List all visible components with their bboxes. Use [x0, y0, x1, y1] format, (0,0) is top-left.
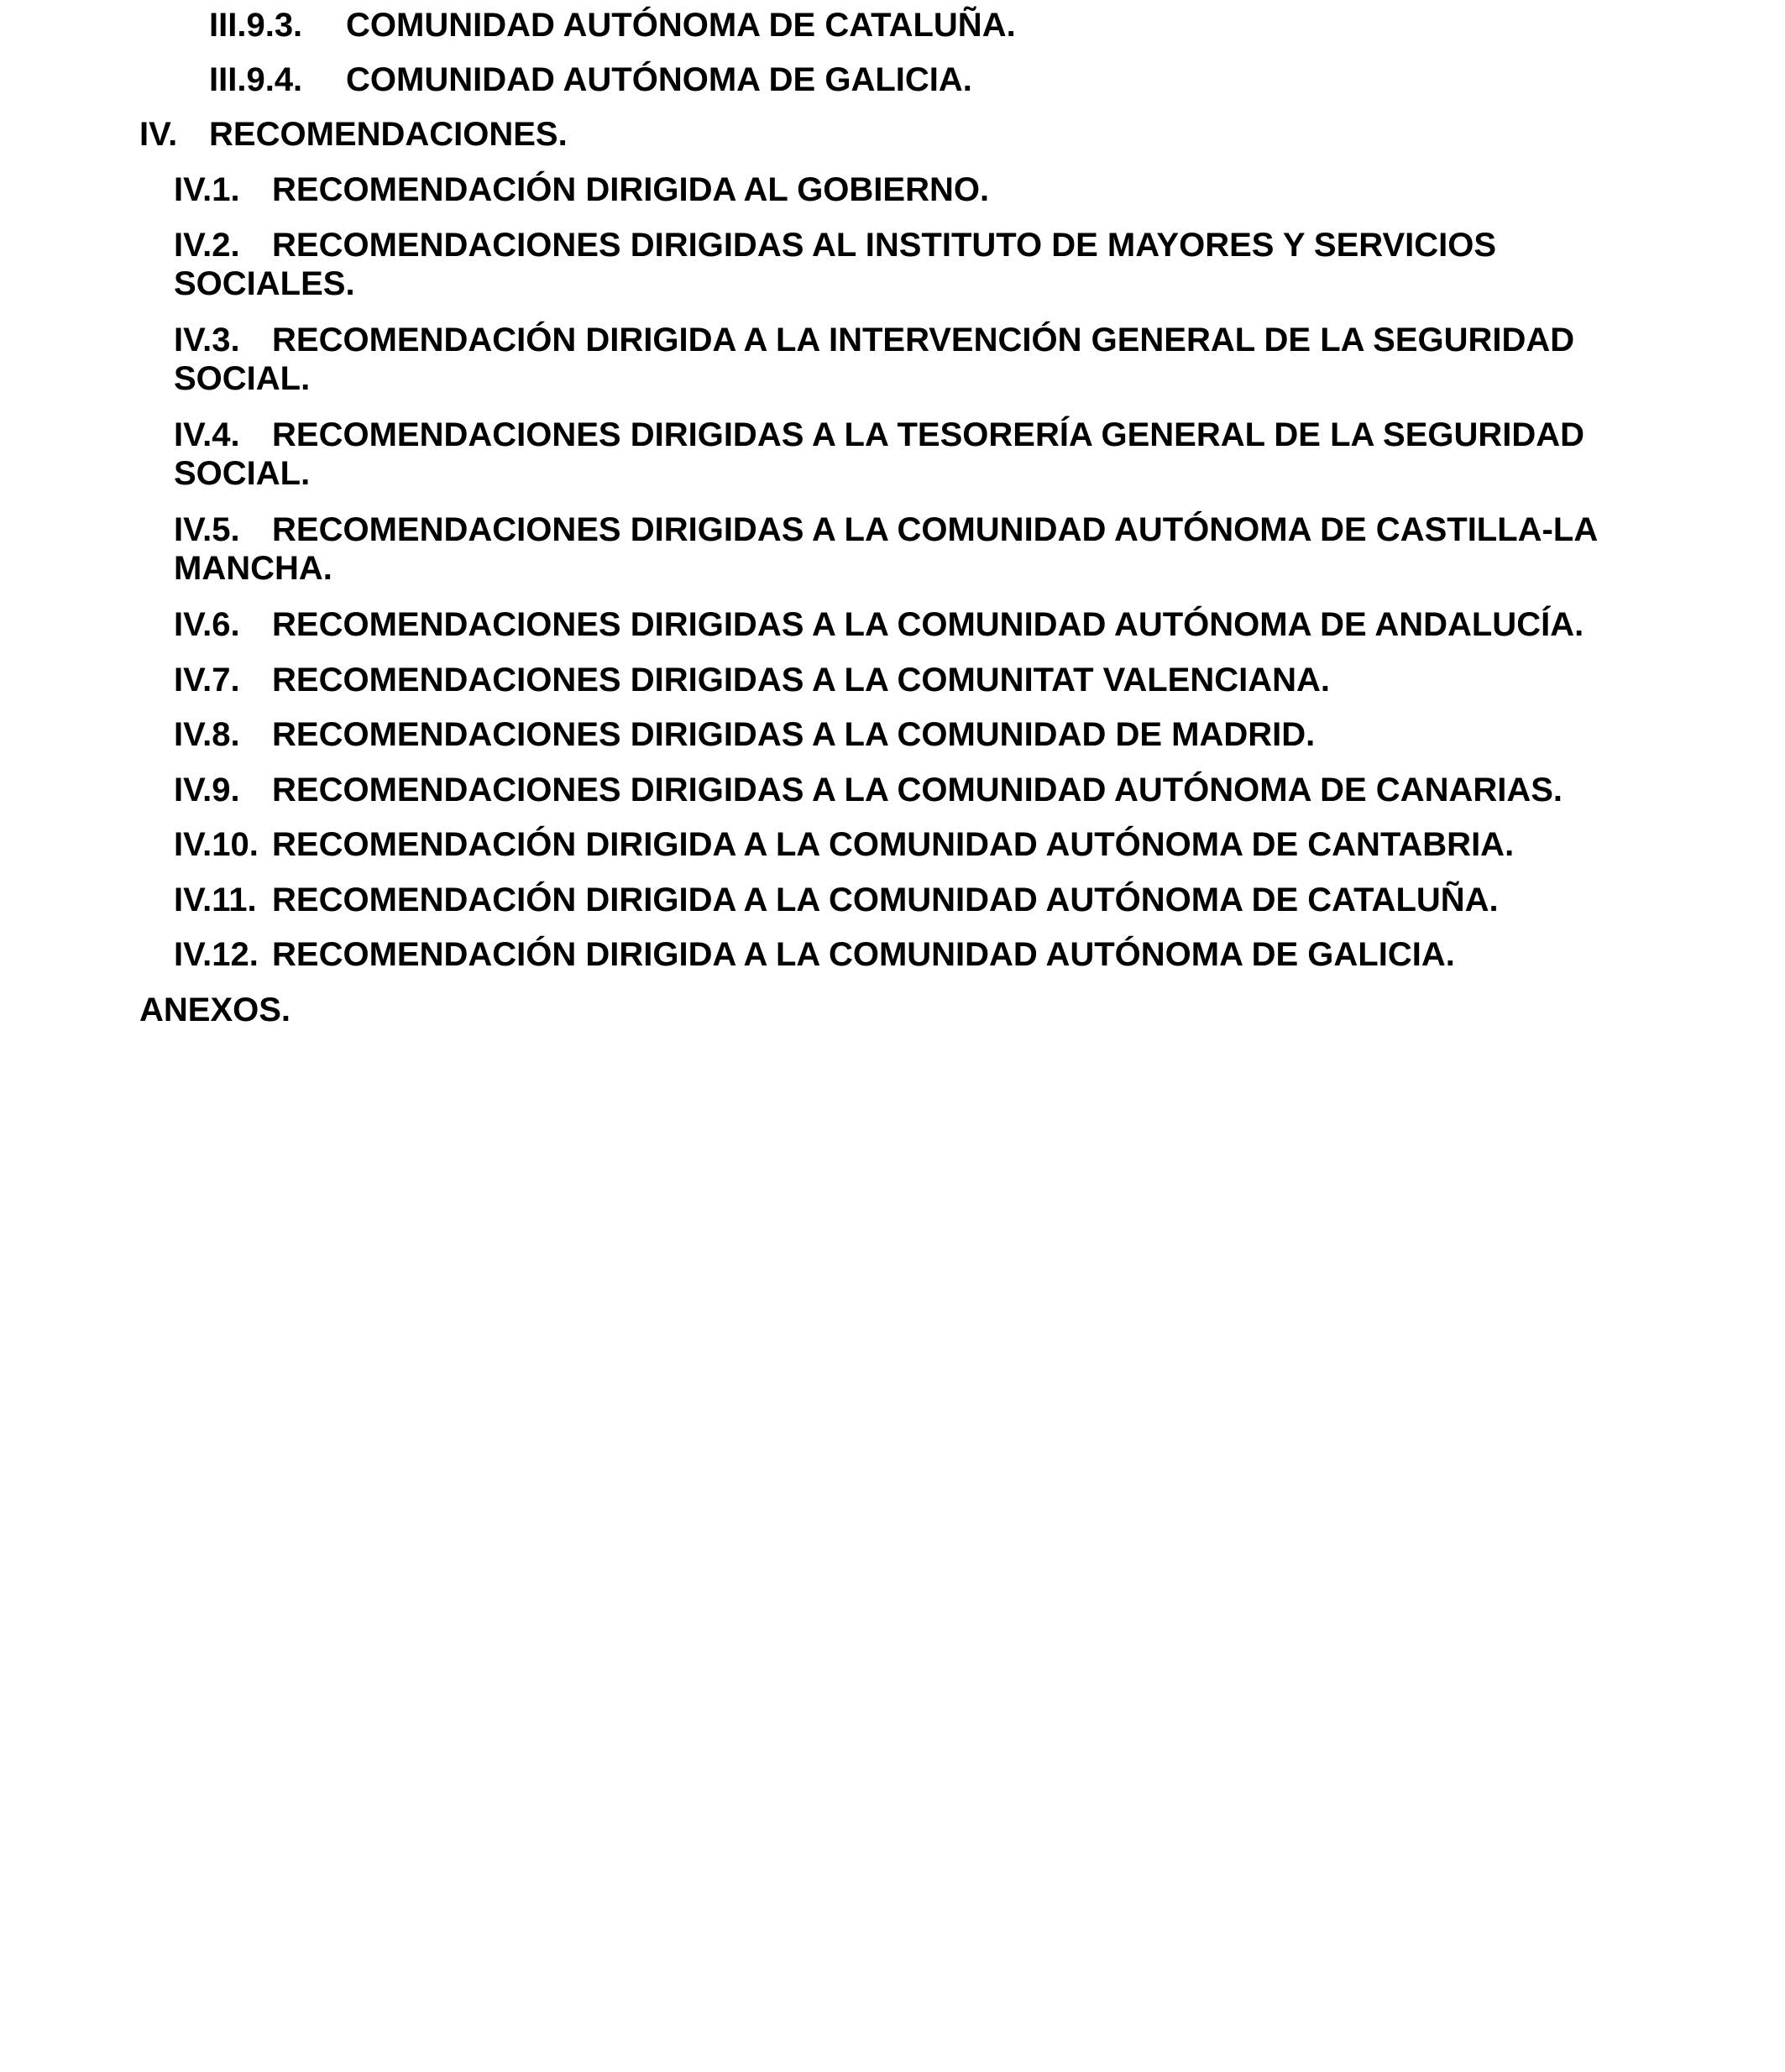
toc-entry-anexos[interactable]: [139, 990, 291, 1030]
toc-entry-number: IV.8.: [174, 716, 240, 753]
toc-entry-title-continuation: SOCIALES.: [174, 265, 355, 302]
toc-entry-number: IV.9.: [174, 772, 240, 808]
toc-entry-title: RECOMENDACIÓN DIRIGIDA A LA COMUNIDAD AUTÓNOMA DE CATALUÑA.: [272, 882, 1499, 918]
toc-entry-title: COMUNIDAD AUTÓNOMA DE GALICIA.: [346, 61, 972, 98]
toc-entry-title-continuation: SOCIAL.: [174, 360, 311, 397]
toc-entry-number: IV.11.: [174, 882, 257, 918]
toc-entry-number: III.9.4.: [209, 61, 303, 98]
toc-entry-title: RECOMENDACIÓN DIRIGIDA A LA COMUNIDAD AUTÓNOMA DE GALICIA.: [272, 936, 1455, 973]
toc-entry-title: RECOMENDACIONES DIRIGIDAS A LA TESORERÍA GENERAL DE LA SEGURIDAD: [272, 416, 1585, 453]
toc-entry-title: RECOMENDACIÓN DIRIGIDA A LA INTERVENCIÓN GENERAL DE LA SEGURIDAD: [272, 322, 1575, 358]
toc-entry-number: IV.6.: [174, 606, 240, 643]
toc-entry-title: RECOMENDACIONES DIRIGIDAS AL INSTITUTO DE MAYORES Y SERVICIOS: [272, 227, 1497, 264]
toc-entry-title-continuation: SOCIAL.: [174, 455, 311, 492]
toc-entry-title: RECOMENDACIÓN DIRIGIDA A LA COMUNIDAD AUTÓNOMA DE CANTABRIA.: [272, 826, 1515, 863]
toc-entry-number: IV.2.: [174, 227, 240, 264]
toc-entry-number: IV.5.: [174, 511, 240, 548]
toc-entry-title: RECOMENDACIONES DIRIGIDAS A LA COMUNITAT VALENCIANA.: [272, 662, 1330, 699]
toc-entry-title: RECOMENDACIONES DIRIGIDAS A LA COMUNIDAD DE MADRID.: [272, 716, 1316, 753]
toc-entry-title-continuation: MANCHA.: [174, 550, 332, 587]
toc-entry-title: RECOMENDACIONES DIRIGIDAS A LA COMUNIDAD AUTÓNOMA DE CASTILLA-LA: [272, 511, 1599, 548]
toc-entry-number: IV.12.: [174, 936, 259, 973]
toc-entry-title: RECOMENDACIÓN DIRIGIDA AL GOBIERNO.: [272, 171, 990, 208]
toc-entry-title: ANEXOS.: [139, 992, 291, 1028]
toc-entry-title: RECOMENDACIONES.: [209, 116, 568, 153]
toc-entry-number: IV.3.: [174, 322, 240, 358]
toc-entry-number: IV.1.: [174, 171, 240, 208]
toc-entry-title: RECOMENDACIONES DIRIGIDAS A LA COMUNIDAD AUTÓNOMA DE ANDALUCÍA.: [272, 606, 1584, 643]
toc-entry-title: COMUNIDAD AUTÓNOMA DE CATALUÑA.: [346, 7, 1016, 44]
toc-entry-number: IV.10.: [174, 826, 259, 863]
toc-entry-number: IV.7.: [174, 662, 240, 699]
toc-entry-title: RECOMENDACIONES DIRIGIDAS A LA COMUNIDAD AUTÓNOMA DE CANARIAS.: [272, 772, 1563, 808]
toc-entry-number: IV.4.: [174, 416, 240, 453]
toc-entry-number: III.9.3.: [209, 7, 303, 44]
toc-entry-number: IV.: [139, 116, 178, 153]
